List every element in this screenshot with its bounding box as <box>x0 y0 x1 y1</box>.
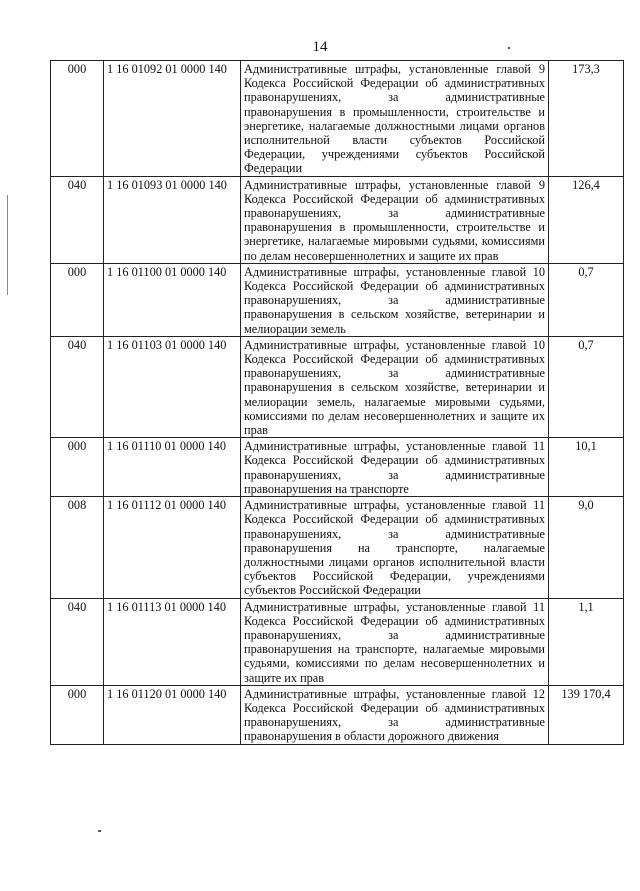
description-cell: Административные штрафы, установленные главой 9 Кодекса Российской Федерации об административных правонарушениях, за административные правонарушения в промышленности, строительстве и энергетике, налагаемые должностными лицами органов исполнительной власти субъектов Российской Федерации, учреждениями субъектов Российской Федерации <box>241 61 549 177</box>
amount-cell: 139 170,4 <box>549 685 624 744</box>
description-cell: Административные штрафы, установленные главой 12 Кодекса Российской Федерации об административных правонарушениях, за административные правонарушения в области дорожного движения <box>241 685 549 744</box>
table-row <box>51 61 624 177</box>
description-cell: Административные штрафы, установленные главой 11 Кодекса Российской Федерации об административных правонарушениях, за административные правонарушения на транспорте, налагаемые мировыми судьями, комиссиями по делам несовершеннолетних и защите их прав <box>241 598 549 685</box>
table-row <box>51 438 624 497</box>
budget-code-cell: 1 16 01113 01 0000 140 <box>104 598 241 685</box>
page-number: 14 <box>312 39 328 55</box>
table-row <box>51 685 624 744</box>
revenue-table-body <box>51 61 624 745</box>
admin-code-cell: 000 <box>51 61 104 177</box>
description-cell: Административные штрафы, установленные главой 10 Кодекса Российской Федерации об административных правонарушениях, за административные правонарушения в сельском хозяйстве, ветеринарии и мелиорации земель, налагаемые мировыми судьями, комиссиями по делам несовершеннолетних и защите их прав <box>241 336 549 437</box>
description-cell: Административные штрафы, установленные главой 11 Кодекса Российской Федерации об административных правонарушениях, за административные правонарушения на транспорте, налагаемые должностными лицами органов исполнительной власти субъектов Российской Федерации, учреждениями субъектов Российской Федерации <box>241 497 549 598</box>
amount-cell: 126,4 <box>549 176 624 263</box>
description-cell: Административные штрафы, установленные главой 11 Кодекса Российской Федерации об административных правонарушениях, за административные правонарушения на транспорте <box>241 438 549 497</box>
admin-code-cell: 008 <box>51 497 104 598</box>
admin-code-cell: 000 <box>51 438 104 497</box>
admin-code-cell: 040 <box>51 598 104 685</box>
budget-code-cell: 1 16 01110 01 0000 140 <box>104 438 241 497</box>
admin-code-cell: 040 <box>51 336 104 437</box>
amount-cell: 0,7 <box>549 336 624 437</box>
admin-code-cell: 000 <box>51 685 104 744</box>
admin-code-cell: 000 <box>51 263 104 336</box>
budget-code-cell: 1 16 01100 01 0000 140 <box>104 263 241 336</box>
table-row <box>51 497 624 598</box>
scan-speck <box>508 47 510 49</box>
budget-code-cell: 1 16 01112 01 0000 140 <box>104 497 241 598</box>
budget-code-cell: 1 16 01103 01 0000 140 <box>104 336 241 437</box>
amount-cell: 9,0 <box>549 497 624 598</box>
scan-speck <box>98 830 101 832</box>
budget-code-cell: 1 16 01092 01 0000 140 <box>104 61 241 177</box>
table-row <box>51 336 624 437</box>
table-row <box>51 176 624 263</box>
amount-cell: 1,1 <box>549 598 624 685</box>
revenue-table <box>50 60 624 745</box>
table-row <box>51 598 624 685</box>
table-row <box>51 263 624 336</box>
budget-code-cell: 1 16 01120 01 0000 140 <box>104 685 241 744</box>
description-cell: Административные штрафы, установленные главой 9 Кодекса Российской Федерации об административных правонарушениях, за административные правонарушения в промышленности, строительстве и энергетике, налагаемые мировыми судьями, комиссиями по делам несовершеннолетних и защите их прав <box>241 176 549 263</box>
budget-code-cell: 1 16 01093 01 0000 140 <box>104 176 241 263</box>
description-cell: Административные штрафы, установленные главой 10 Кодекса Российской Федерации об административных правонарушениях, за административные правонарушения в сельском хозяйстве, ветеринарии и мелиорации земель <box>241 263 549 336</box>
amount-cell: 0,7 <box>549 263 624 336</box>
admin-code-cell: 040 <box>51 176 104 263</box>
amount-cell: 10,1 <box>549 438 624 497</box>
binding-mark <box>7 195 8 295</box>
amount-cell: 173,3 <box>549 61 624 177</box>
